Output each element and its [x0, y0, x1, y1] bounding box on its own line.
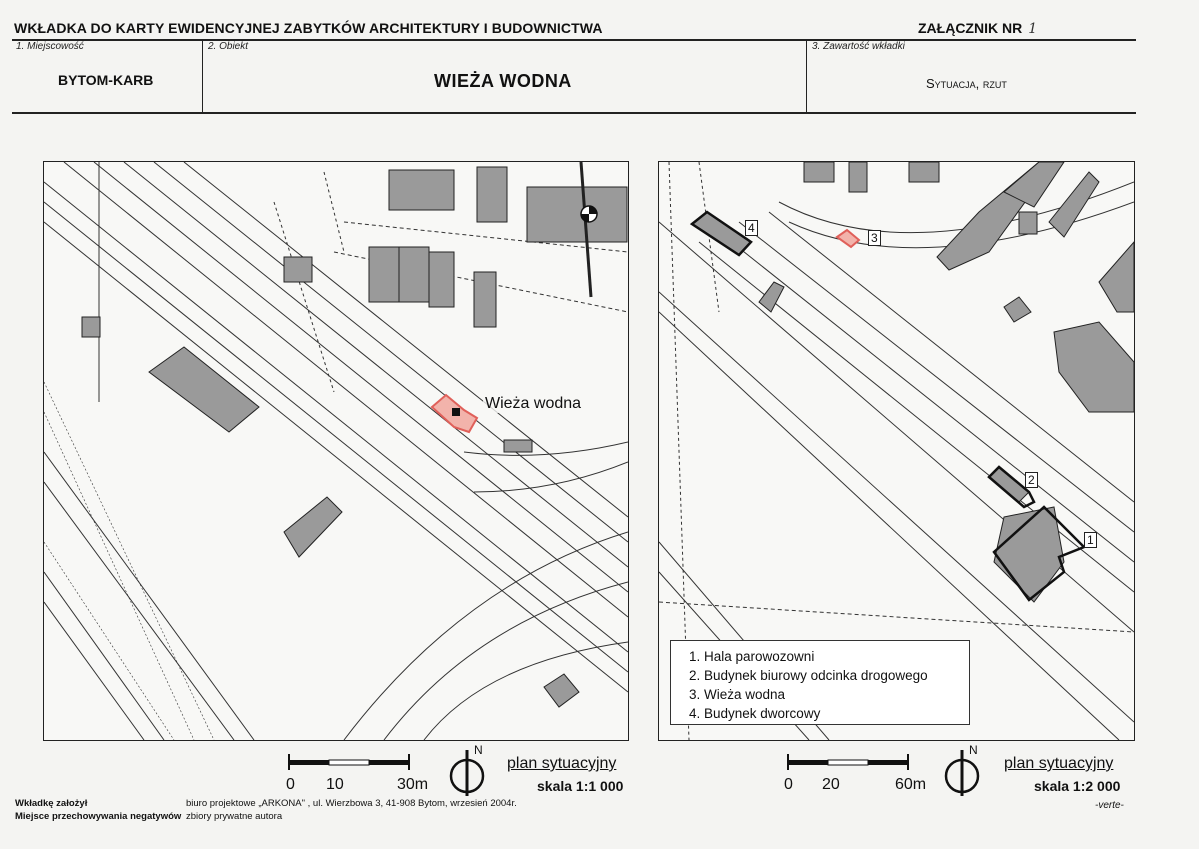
marker-3: 3 [868, 230, 881, 246]
scale-left-tick-1: 10 [326, 776, 344, 793]
footer-storage-label: Miejsce przechowywania negatywów [15, 811, 182, 822]
field1-label: 1. Miejscowość [16, 41, 84, 52]
header-rule-bottom [12, 112, 1136, 114]
footer-author-value: biuro projektowe „ARKONA" , ul. Wierzbowa 3, 41-908 Bytom, wrzesień 2004r. [186, 798, 517, 809]
scale-text-right: skala 1:2 000 [1034, 778, 1121, 794]
attachment-label [918, 20, 1037, 37]
legend-item: 2. Budynek biurowy odcinka drogowego [689, 668, 928, 683]
scale-left-tick-0: 0 [286, 776, 295, 793]
north-arrow-left [447, 746, 493, 798]
water-tower-outline-small [837, 230, 859, 247]
verte-note: -verte- [1095, 800, 1124, 811]
scale-right-tick-2: 60m [895, 776, 927, 793]
site-map-left-drawing [44, 162, 628, 740]
field1-value: BYTOM-KARB [58, 72, 154, 88]
scale-bar-left [287, 752, 412, 772]
plan-title-left: plan sytuacyjny [507, 755, 617, 772]
field-divider-1 [202, 39, 203, 113]
water-tower-marker [452, 408, 460, 416]
legend-box [670, 640, 970, 725]
footer-author-label: Wkładkę założył [15, 798, 88, 809]
water-tower-callout: Wieża wodna [485, 395, 582, 412]
header-rule-top [12, 39, 1136, 41]
field-divider-2 [806, 39, 807, 113]
marker-1: 1 [1084, 532, 1097, 548]
scale-right-tick-0: 0 [784, 776, 793, 793]
field3-value: Sytuacja, rzut [926, 76, 1007, 91]
legend-item: 1. Hala parowozowni [689, 649, 815, 664]
attachment-label-text: ZAŁĄCZNIK NR [918, 20, 1023, 36]
field3-label: 3. Zawartość wkładki [812, 41, 905, 52]
field2-value: WIEŻA WODNA [434, 71, 572, 91]
legend-item: 3. Wieża wodna [689, 687, 786, 702]
marker-4: 4 [745, 220, 758, 236]
scale-right-tick-1: 20 [822, 776, 840, 793]
field2-label: 2. Obiekt [208, 41, 249, 52]
footer-storage-value: zbiory prywatne autora [186, 811, 283, 822]
plan-title-right: plan sytuacyjny [1004, 755, 1114, 772]
card-title: WKŁADKA DO KARTY EWIDENCYJNEJ ZABYTKÓW ARCHITEKTURY I BUDOWNICTWA [14, 20, 603, 36]
scale-left-tick-2: 30m [397, 776, 429, 793]
north-label-left: N [474, 743, 483, 757]
site-map-left [43, 161, 629, 741]
scale-bar-right [786, 752, 911, 772]
marker-2: 2 [1025, 472, 1038, 488]
scale-text-left: skala 1:1 000 [537, 778, 624, 794]
north-arrow-right [942, 746, 988, 798]
north-label-right: N [969, 743, 978, 757]
attachment-number: 1 [1028, 21, 1038, 37]
legend-item: 4. Budynek dworcowy [689, 706, 821, 721]
